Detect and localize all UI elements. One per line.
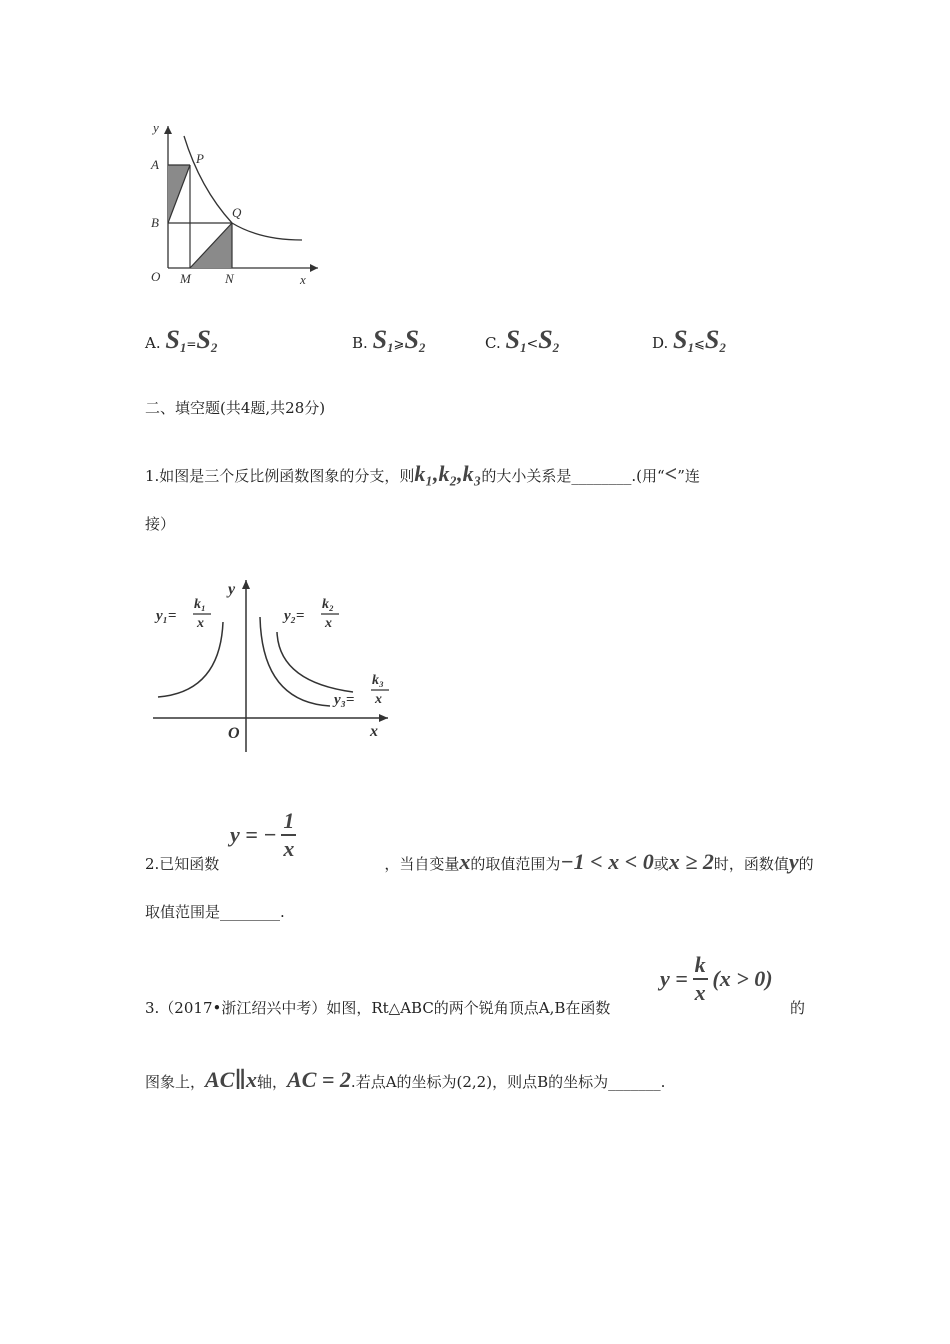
section-heading: 二、填空题(共4题,共28分): [145, 399, 326, 417]
x-arrow-icon: [310, 264, 318, 272]
label-A: A: [151, 157, 159, 172]
y3-num: k₃: [372, 673, 384, 688]
question-3-line1: 3.（2017•浙江绍兴中考）如图，Rt△ABC的两个锐角顶点A,B在函数: [145, 999, 611, 1017]
label-B: B: [151, 215, 159, 230]
figure-hyperbolas: [148, 572, 398, 752]
label-Q: Q: [232, 205, 242, 220]
branch-y1: [158, 622, 223, 697]
label-N: N: [225, 271, 234, 286]
label-O: O: [151, 269, 161, 284]
option-d[interactable]: D. S1⩽S2: [652, 325, 726, 355]
y3-den: x: [375, 692, 382, 707]
label-P: P: [196, 151, 204, 166]
axis-y-label: y: [228, 581, 236, 598]
y1-den: x: [197, 616, 204, 631]
figure-pq-diagram: [140, 118, 330, 298]
option-b[interactable]: B. S1⩾S2: [352, 325, 426, 355]
origin-label: O: [228, 725, 240, 742]
y2-num: k₂: [322, 597, 334, 612]
option-a[interactable]: A. S1=S2: [145, 325, 218, 355]
y1-lhs: y₁=: [156, 608, 177, 624]
question-2-line1: 2.已知函数 ，当自变量x的取值范围为−1 < x < 0或x ≥ 2时，函数值y的: [145, 849, 814, 874]
label-M: M: [180, 271, 191, 286]
y2-lhs: y₂=: [284, 608, 305, 624]
k-vars: k₁,k₂,k₃: [414, 461, 482, 486]
branch-y3: [260, 617, 330, 706]
question-3-line2: 图象上，AC∥x轴，AC = 2.若点A的坐标为(2,2)，则点B的坐标为_______.: [145, 1067, 666, 1092]
question-3-end1: 的: [790, 999, 806, 1017]
option-c[interactable]: C. S1<S2: [485, 325, 560, 355]
question-1-line2: 接）: [145, 515, 176, 533]
y2-den: x: [325, 616, 332, 631]
y1-num: k₁: [194, 597, 206, 612]
q3-function: y = $\frac{k}{x}$ (x > 0): [660, 952, 773, 1005]
branch-y2: [277, 632, 353, 692]
y3-lhs: y₃=: [334, 692, 355, 708]
y-arrow-icon: [164, 126, 172, 134]
axis-x-label: x: [370, 723, 378, 740]
label-y: y: [153, 120, 159, 135]
question-2-line2: 取值范围是________.: [145, 903, 285, 921]
question-1-line1: 1.如图是三个反比例函数图象的分支，则k₁,k₂,k₃的大小关系是________.(用“<”连: [145, 461, 700, 486]
label-x: x: [300, 272, 306, 287]
q2-function: y = − $\frac{1}{x}$: [230, 808, 295, 861]
x-arrow-icon: [379, 714, 388, 722]
y-arrow-icon: [242, 580, 250, 589]
